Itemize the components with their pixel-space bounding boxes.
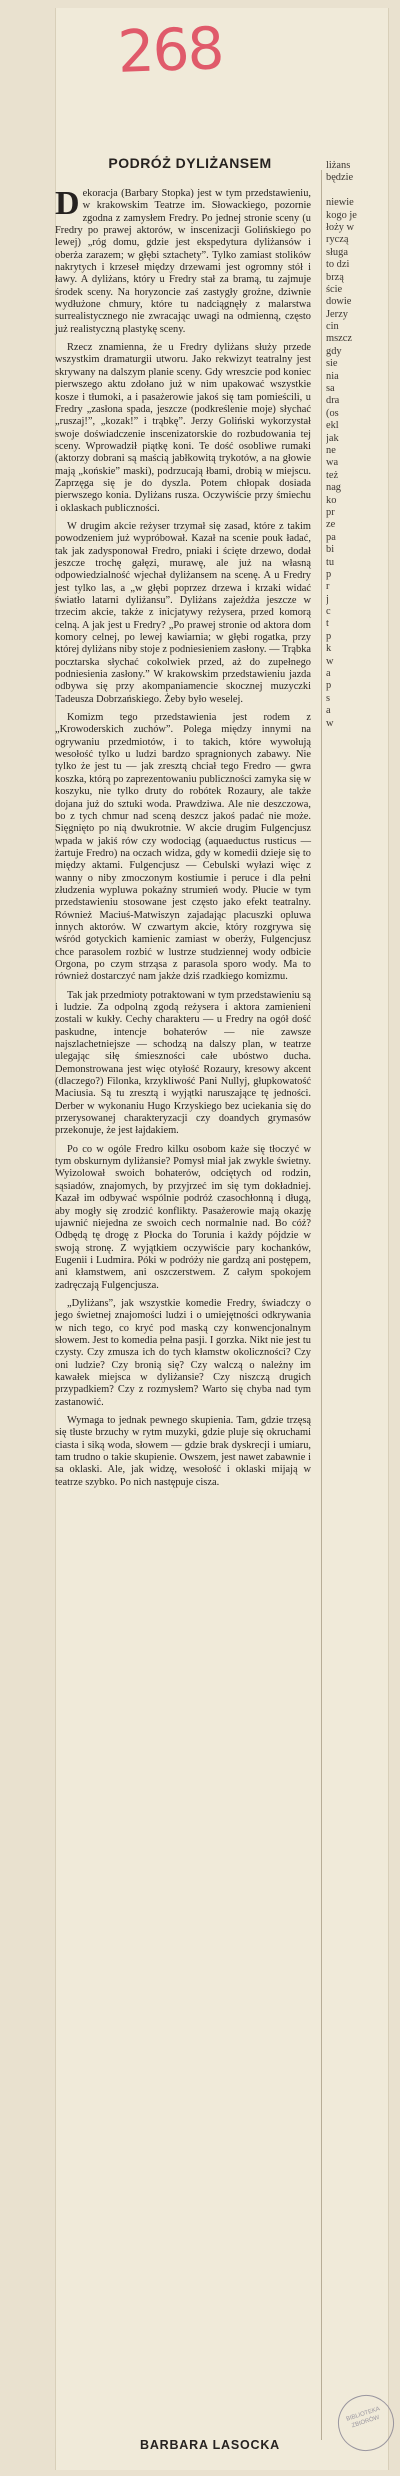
- paragraph: Po co w ogóle Fredro kilku osobom każe się tłoczyć w tym obskurnym dyliżansie? Pomysł miał jak zwykle świetny. Wyizolował swoich bohaterów, odciętych od rodzin, sąsiadów, znajomych, by przyjrzeć im się tym dokładniej. Kazał im odbywać wspólnie podróż czasochłonną i długą, aby mogły się zrodzić konflikty. Pasażerowie mają okazję ujawnić niejedna ze swoich cech normalnie nad. Bo cóż? Odbędą tę drogę z Płocka do Torunia i każdy pójdzie w swoją stronę. Z wyjątkiem oczywiście pary kochanków, Eugenii i Ludmira. Póki w podróży nie gardzą ani postępem, ani kłamstwem, ani oszczerstwem. Z całym spokojem zadręczają Fulgencjusza.: [55, 1143, 311, 1291]
- column-fragment: pa: [326, 531, 336, 543]
- author-byline: BARBARA LASOCKA: [140, 2438, 281, 2452]
- column-fragment: r: [326, 581, 330, 593]
- column-fragment: pr: [326, 506, 335, 518]
- column-fragment: jak: [326, 432, 339, 444]
- column-fragment: nag: [326, 482, 342, 494]
- column-fragment: też: [326, 469, 339, 481]
- column-fragment: dra: [326, 395, 340, 407]
- column-fragment: ście: [326, 283, 343, 295]
- column-fragment: brzą: [326, 271, 344, 283]
- column-fragment: łoży w: [326, 221, 354, 233]
- paragraph: Komizm tego przedstawienia jest rodem z „Krowoderskich zuchów”. Polega między innymi na ogrywaniu przedmiotów, i to takich, które wywołują wesołość tylko u ludzi bardzo spragnionych zabawy. Nie tylko że jest tu — jak zresztą chciał tego Fredro — gwra koszka, którą po zaprezentowaniu publiczności zamyka się w koszyku, nie tylko druty do robótek Rozaury, ale także dojana już do sztuki woda. Prawdziwa. Ale nie deszczowa, bo z tych chmur nad sceną deszcz jakoś padać nie może. Sięgnięto po nią dwukrotnie. W akcie drugim Fulgencjusz wpada w jakiś rów czy wodociąg (aquaeductus rusticus — żartuje Fredro) na oczach widza, gdy w komedii dzieje się to między aktami. Fulgencjusz — Cebulski wyłazi więc z wanny o niby zmoczonym kostiumie i peruce i dla pełni złudzenia wypluwa pokaźny strumień wody. Płucie w tym przedstawieniu stosowane jest często jako efekt teatralny. Również Maciuś-Matwiszyn zajadając placuszki opluwa innych aktorów. W czwartym akcie, który rozgrywa się wśród gotyckich kamienic zamiast w oberży, Fulgencjusz chce parasolem rozbić w lustrze studziennej wody odbicie Orgona, po czym strząsa z parasola sporo wody. Ma to również dostarczyć nam jakże dziś rzadkiego komizmu.: [55, 712, 311, 983]
- column-fragment: c: [326, 606, 331, 618]
- article-body: [55, 185, 311, 1495]
- column-fragment: liżans: [326, 160, 351, 171]
- column-fragment: p: [326, 680, 332, 692]
- column-fragment: będzie: [326, 172, 354, 184]
- column-fragment: nia: [326, 370, 339, 382]
- column-fragment: gdy: [326, 345, 342, 357]
- column-fragment: s: [326, 692, 331, 704]
- column-fragment: j: [326, 593, 329, 605]
- column-fragment: a: [326, 668, 331, 680]
- column-fragment: ne: [326, 444, 336, 456]
- column-fragment: sługa: [326, 246, 348, 258]
- article-title: PODRÓŻ DYLIŻANSEM: [108, 155, 272, 171]
- column-fragment: w: [326, 717, 334, 729]
- column-fragment: a: [326, 705, 331, 717]
- column-fragment: sa: [326, 383, 335, 395]
- paragraph: W drugim akcie reżyser trzymał się zasad, które z takim powodzeniem już wypróbował. Kazał na scenie pouk ładać, tak jak zadysponował Fredro, pniaki i ścięte drzewo, dodał jeszcze trochę gałęzi, murawę, ale już na własną odpowiedzialność wjechał dyliżansem na scenę. A u Fredry jest tylko las, a „w głębi poprzez drzewa i krzaki widać światło latarni dyliżansu”. Dyliżans zajeżdża jeszcze w trzecim akcie, także z inicjatywy reżysera, przed komorą celną. A jak jest u Fredry? „Po prawej stronie od aktora dom komory celnej, po lewej kawiarnia; w głębi rogatka, przy której dyliżans niby stoje z podniesieniem zasłony. — Trąbka pocztarska słychać cokolwiek przed, aż do zupełnego podniesienia zasłony.” W krakowskim przedstawieniu jazda odbywa się przy akompaniamencie skocznej muzyczki Tadeusza Dobrzańskiego. Żeby było weselej.: [55, 520, 311, 705]
- column-fragment: wa: [326, 457, 339, 469]
- paragraph: Rzecz znamienna, że u Fredry dyliżans służy przede wszystkim dramaturgii utworu. Jako rekwizyt teatralny jest skrywany na dalszym planie sceny. Gdy wreszcie pod koniec pierwszego aktu zdołano już w nim upakować wszystkie kosze i tłumoki, a i pasażerowie jakoś się tam pomieścili, u Fredry „zasłona spada, jeszcze (podkreślenie moje) słychać „ruszaj!”, „kozak!” i trąbkę”. Jerzy Goliński wykorzystał swoje doświadczenie inscenizatorskie do rozbudowania tej sceny. Wprowadził piątkę koni. Te dość osobliwe rumaki (aktorzy dobrani są maścią jabłkowitą trykotów, a na głowie mają „końskie” maski), podrzucają łbami, drobią w miejscu. Zaprzęga się je do dyszla. Potem chłopak dosiada pierwszego konia. Dyliżans rusza. Oczywiście przy śmiechu i oklaskach publiczności.: [55, 342, 311, 514]
- column-fragment: k: [326, 643, 332, 655]
- column-fragment: ko: [326, 494, 337, 506]
- column-fragment: dowie: [326, 296, 352, 308]
- column-fragment: mszcz: [326, 333, 352, 345]
- paragraph: Tak jak przedmioty potraktowani w tym przedstawieniu są i ludzie. Za odpolną zgodą reżysera i aktora zamienieni zostali w kukły. Cechy charakteru — u Fredry na ogół dość paskudne, intencje bohaterów — nie zawsze najszlachetniejsze — schodzą na dalszy plan, w teatrze ulegając siłę śmieszności całe ubóstwo ducha. Demonstrowana jest więc otyłość Rozaury, kresowy akcent (dlaczego?) Filonka, krzykliwość Pani Nullyj, głupkowatość Maciusia. Są tu zresztą i wyjątki naruszające tę jedności. Derber w wykonaniu Hugo Krzyskiego bez uciekania się do przerysowanej charakteryzacji czy doandych grymasów przekonuje, że jest łajdakiem.: [55, 989, 311, 1137]
- paragraph: [55, 185, 311, 336]
- paragraph: Wymaga to jednak pewnego skupienia. Tam, gdzie trzęsą się tłuste brzuchy w rytm muzyki, gdzie pluje się okruchami ciasta i siką woda, słowem — gdzie brak dyskrecji i umiaru, tam trudno o takie skupienie. Owszem, jest nawet zabawnie i sa oklaski. Ale, jak widzę, wesołość i oklaski mijają w teatrze szybko. Po nich następuje cisza.: [55, 1415, 311, 1488]
- column-fragment: ekl: [326, 420, 339, 432]
- column-fragment: p: [326, 630, 332, 642]
- column-fragment: bi: [326, 544, 335, 556]
- column-fragment: to dzi: [326, 259, 350, 271]
- column-fragment: [326, 185, 386, 197]
- handwritten-page-number: 268: [116, 14, 224, 86]
- column-fragment: sie: [326, 358, 338, 370]
- column-fragment: tu: [326, 556, 335, 568]
- column-divider: [321, 170, 322, 2440]
- column-fragment: p: [326, 568, 332, 580]
- column-fragment: niewie: [326, 197, 354, 209]
- column-fragment: w: [326, 655, 334, 667]
- column-fragment: kogo je: [326, 209, 357, 221]
- column-fragment: ryczą: [326, 234, 349, 246]
- paragraph: „Dyliżans”, jak wszystkie komedie Fredry, świadczy o jego świetnej znajomości ludzi i o umiejętności odkrywania w nich tego, co kryć pod maską czy konwencjonalnym słowem. Jest to komedia pełna pasji. I gorzka. Nikt nie jest tu czysty. Czy zmusza ich do tych kłamstw okoliczności? Czy oni ludzie? Czy bronią się? Czy walczą o należny im kawałek miejsca w dyliżansie? Czy niszczą drugich przypadkiem? Czy z rozmysłem? Warto się chyba nad tym zastanowić.: [55, 1297, 311, 1408]
- column-fragment: t: [326, 618, 329, 630]
- column-fragment: Jerzy: [326, 308, 348, 320]
- column-fragment: ze: [326, 519, 336, 531]
- stamp-text: BIBLIOTEKA ZBIORÓW: [345, 2406, 381, 2430]
- column-fragment: cin: [326, 321, 339, 333]
- drop-cap: D: [55, 185, 80, 222]
- adjacent-column-fragments: [326, 160, 386, 730]
- column-fragment: (os: [326, 407, 339, 419]
- paragraph-text: ekoracja (Barbary Stopka) jest w tym przedstawieniu, w krakowskim Teatrze im. Słowackiego, pozornie zgodna z zamysłem Fredry. Po jednej stronie sceny (u Fredry po prawej aktorów, w inscenizacji Golińskiego po lewej) „róg domu, gdzie jest ekspedytura dyliżansów i oberża zarazem; w głębi sztachety”. Tylko zamiast stolików nakrytych i krzeseł między drzewami jest ogromny stół i ławy. A dyliżans, który u Fredry stał za bramą, tu zajmuje środek sceny. Na horyzoncie zaś zastygły groźne, dziwnie wydłużone chmury, które tu nadciągnęły z malarstwa surrealistycznego nie zwracając uwagi na odmienną, często już realistyczną plastykę sceny.: [55, 188, 311, 335]
